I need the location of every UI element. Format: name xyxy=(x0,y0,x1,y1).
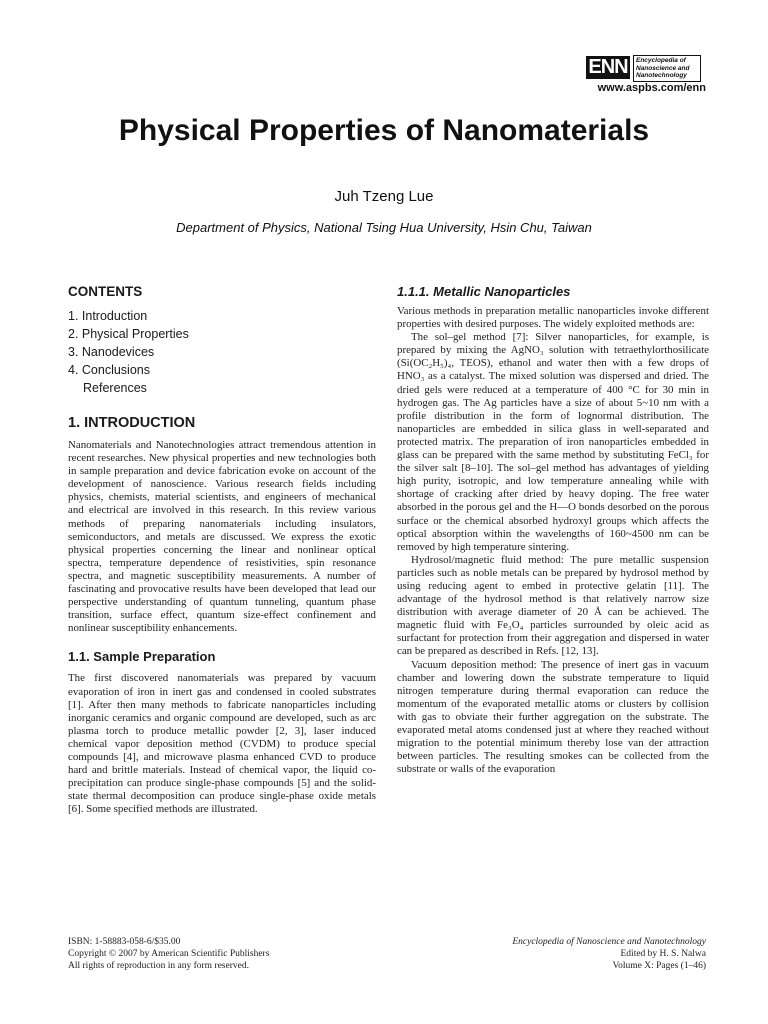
footer-journal: Encyclopedia of Nanoscience and Nanotechnology xyxy=(512,937,706,947)
logo-line-1: Encyclopedia of xyxy=(636,57,686,64)
footer-isbn: ISBN: 1-58883-058-6/$35.00 xyxy=(68,937,181,947)
author-name: Juh Tzeng Lue xyxy=(334,188,434,205)
metallic-paragraph-sol-gel: The sol–gel method [7]: Silver nanoparticles, for example, is prepared by mixing the AgNO₃ solution with tetraethylorthosilicate (Si(OC₂H₅)₄, TEOS), ethanol and water then with a few drops of HNO₃ as a catalyst. The mixed solution was dispersed and dried. The dried gels were reduced at a temperature of 400 °C for 30 min in hydrogen gas. The Ag particles have a size of about 5~10 nm with a profile distribution in the form of lognormal distribution. The nanoparticles are embedded in silica glass in well-separated and protected matrix. The preparation of iron nanoparticles embedded in glass can be prepared with the same method by substituting FeCl₃ for the silver salt [8–10]. The sol–gel method has advantages of yielding high purity, isotropic, and low temperature annealing while with shortage of cracking after dried by heavy doping. The free water absorbed in the porous gel and the H—O bonds desorbed on the porous surface or the chemical absorbed hydroxyl groups which affects the optical absorption within the wavelengths of 160~4500 nm can be removed by high temperature sintering. xyxy=(397,331,709,553)
metallic-paragraph-hydrosol: Hydrosol/magnetic fluid method: The pure metallic suspension particles such as noble metals can be prepared by hydrosol method by using reducing agent to embed in protective gelatin [11]. The advantage of the hydrosol method is that relatively narrow size distribution with average diameter of 20 Å can be achieved. The magnetic fluid with Fe₃O₄ particles surrounded by oleic acid as surfactant for protection from their aggregation and dispersed in water can be prepared as described in Refs. [12, 13]. xyxy=(397,553,709,658)
subsection-heading-sample-preparation: 1.1. Sample Preparation xyxy=(68,649,216,665)
logo-line-2: Nanoscience and xyxy=(636,64,690,72)
toc-item[interactable]: 4. Conclusions xyxy=(68,363,150,377)
enn-logo xyxy=(546,55,706,95)
author-affiliation: Department of Physics, National Tsing Hua University, Hsin Chu, Taiwan xyxy=(176,220,592,235)
intro-paragraph: Nanomaterials and Nanotechnologies attract tremendous attention in recent researches. New physical properties and new technologies both in sample preparation and device fabrication evoke on account of the development of nanoscience. Various research fields including physics, chemists, material scientists, and engineers of mechanical and electrical are involved in this research. In this review various methods of preparing nanomaterials including insulators, semiconductors, and metals are discussed. We express the exotic physical properties concerning the linear and nonlinear optical spectra, temperature dependence of resistivities, spin resonance spectra, and magnetic susceptibility measurements. A number of fascinating and provocative results have been developed that lead our perspective understanding of quantum tunneling, quantum phase transition, surface effect, quantum size-effect confinement and nonlinear susceptibility enhancements. xyxy=(68,439,376,635)
footer-copyright: Copyright © 2007 by American Scientific Publishers xyxy=(68,949,270,959)
toc-item[interactable]: 3. Nanodevices xyxy=(68,345,155,359)
section-heading-introduction: 1. INTRODUCTION xyxy=(68,415,196,431)
toc-item[interactable]: 1. Introduction xyxy=(68,309,148,323)
enn-logo-text xyxy=(633,55,701,82)
toc-item[interactable]: 2. Physical Properties xyxy=(68,327,189,341)
footer-right xyxy=(512,936,706,972)
footer-editor: Edited by H. S. Nalwa xyxy=(620,949,706,959)
metallic-paragraph-vacuum: Vacuum deposition method: The presence of inert gas in vacuum chamber and lowering down the substrate temperature to liquid nitrogen temperature during thermal evaporation can reduce the momentum of the evaporated metallic atoms or clusters by collision with gas to obviate their further aggregation on the substrate. The evaporated metal atoms condensed just at where they reached without migration to the potential minimum thereby lose van der attraction between particles. The resulting smokes can be collected from the substrate or walls of the evaporation xyxy=(397,658,709,776)
footer-volume: Volume X: Pages (1–46) xyxy=(612,961,706,971)
table-of-contents xyxy=(68,307,376,397)
logo-line-3: Nanotechnology xyxy=(636,72,687,79)
subsubsection-heading-metallic-nanoparticles: 1.1.1. Metallic Nanoparticles xyxy=(397,284,571,299)
metallic-paragraph-1: Various methods in preparation metallic nanoparticles invoke different properties with desired purposes. The widely exploited methods are: xyxy=(397,305,709,331)
article-title: Physical Properties of Nanomaterials xyxy=(118,114,650,147)
footer-left xyxy=(68,936,269,972)
publisher-url[interactable]: www.aspbs.com/enn xyxy=(597,82,706,94)
left-column xyxy=(68,284,376,816)
contents-heading: CONTENTS xyxy=(68,284,143,299)
enn-logo-mark: ENN xyxy=(586,56,630,79)
sample-preparation-paragraph: The first discovered nanomaterials was prepared by vacuum evaporation of iron in inert gas and condensed in cooled substrates [1]. After then many methods to fabricate nanoparticles including inorganic ceramics and organic compound are developed, such as arc plasma torch to produce metallic powder [2, 3], laser induced chemical vapor deposition method (CVDM) to produce special compounds [4], and microwave plasma enhanced CVD to produce hard and brittle materials. Instead of chemical vapor, the liquid co-precipitation can produce single-phase compounds [5] and the solid-state thermal decomposition can produce single-phase oxide metals [6]. Some specified methods are illustrated. xyxy=(68,672,376,816)
footer-rights: All rights of reproduction in any form reserved. xyxy=(68,961,249,971)
right-column xyxy=(397,284,709,776)
toc-item[interactable]: References xyxy=(83,381,147,395)
